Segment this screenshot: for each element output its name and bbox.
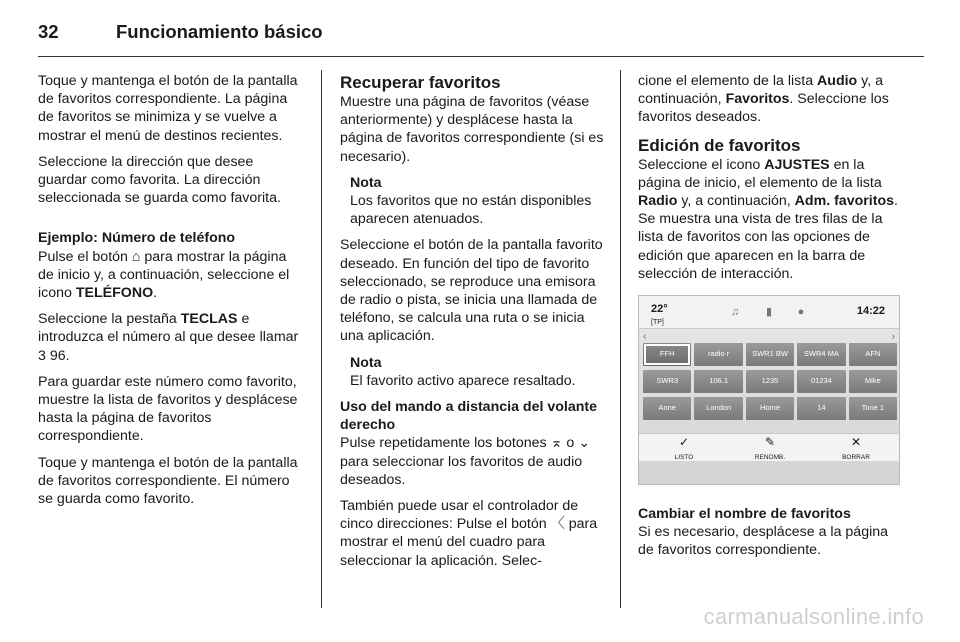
check-icon: ✓ bbox=[678, 435, 690, 450]
chevron-right-icon[interactable]: › bbox=[891, 331, 895, 343]
delete-button[interactable]: ✕ BORRAR bbox=[831, 436, 881, 467]
close-icon: ✕ bbox=[850, 435, 862, 450]
temperature: 22° bbox=[651, 303, 668, 316]
music-note-icon: ♫ bbox=[730, 306, 740, 319]
column-2 bbox=[340, 72, 610, 578]
paragraph: Muestre una página de favoritos (véase anteriormente) y desplácese hasta la página de favoritos correspondiente (si es necesario). bbox=[340, 94, 604, 165]
section-heading: Edición de favoritos bbox=[638, 135, 801, 155]
done-button[interactable]: ✓ LISTO bbox=[659, 436, 709, 467]
note-text: Los favoritos que no están disponibles aparecen atenuados. bbox=[350, 193, 592, 228]
paragraph: Toque y mantenga el botón de la pantalla de favoritos correspondiente. El número se guarda como favorito. bbox=[38, 454, 298, 508]
favorite-button[interactable]: AFN bbox=[849, 343, 897, 366]
chevron-left-icon[interactable]: ‹ bbox=[643, 331, 647, 343]
seek-up-icon: ⌅ bbox=[550, 435, 563, 452]
subheading: Uso del mando a distancia del volante derecho bbox=[340, 399, 598, 434]
favorite-button[interactable]: London bbox=[694, 397, 742, 420]
favorites-row bbox=[643, 370, 897, 393]
settings-icon: ● bbox=[797, 306, 805, 319]
subheading: Cambiar el nombre de favoritos bbox=[638, 506, 851, 523]
favorite-button[interactable]: radio r bbox=[694, 343, 742, 366]
paragraph: Toque y mantenga el botón de la pantalla de favoritos correspondiente. La página de favoritos se minimiza y se vuelve a mostrar el menú de destinos recientes. bbox=[38, 73, 298, 144]
column-divider bbox=[321, 70, 322, 608]
favorite-button[interactable]: SWR1 BW bbox=[746, 343, 794, 366]
tp-indicator: [TP] bbox=[651, 319, 664, 327]
favorite-button[interactable]: SWR3 bbox=[643, 370, 691, 393]
favorites-row bbox=[643, 343, 897, 366]
favorite-button[interactable]: 01234 bbox=[797, 370, 845, 393]
favorite-button[interactable]: Home bbox=[746, 397, 794, 420]
note bbox=[350, 174, 610, 229]
chevron-left-icon: 〈 bbox=[550, 516, 565, 533]
subheading: Ejemplo: Número de teléfono bbox=[38, 230, 236, 247]
paragraph: Seleccione la dirección que desee guardar como favorita. La dirección seleccionada se guarda como favorita. bbox=[38, 153, 281, 207]
paragraph: Si es necesario, desplácese a la página de favoritos correspondiente. bbox=[638, 524, 889, 559]
screen-status-bar bbox=[639, 296, 899, 329]
favorites-row bbox=[643, 397, 897, 420]
screen-nav bbox=[639, 329, 899, 341]
seek-down-icon: ⌄ bbox=[578, 435, 591, 452]
favorite-button[interactable]: Mike bbox=[849, 370, 897, 393]
favorite-button[interactable]: Anne bbox=[643, 397, 691, 420]
home-icon: ⌂ bbox=[131, 248, 141, 265]
note-label: Nota bbox=[350, 174, 382, 191]
favorite-button[interactable]: 14 bbox=[797, 397, 845, 420]
paragraph: Pulse repetidamente los botones ⌅ o ⌄ para seleccionar los favoritos de audio deseados. bbox=[340, 435, 591, 488]
favorite-button[interactable]: FFH bbox=[643, 343, 691, 366]
section-heading: Recuperar favoritos bbox=[340, 73, 501, 92]
header-rule bbox=[38, 56, 924, 57]
rename-button[interactable]: ✎ RENOMB. bbox=[745, 436, 795, 467]
watermark: carmanualsonline.info bbox=[703, 604, 924, 629]
column-3 bbox=[638, 72, 906, 568]
column-1 bbox=[38, 72, 306, 516]
note-label: Nota bbox=[350, 354, 382, 371]
paragraph: Seleccione la pestaña TECLAS e introduzca el número al que desee llamar 3 96. bbox=[38, 311, 299, 364]
page-title: Funcionamiento básico bbox=[116, 21, 323, 42]
favorite-button[interactable]: SWR4 MA bbox=[797, 343, 845, 366]
clock: 14:22 bbox=[856, 305, 885, 318]
paragraph: También puede usar el controlador de cinco direcciones: Pulse el botón 〈 para mostrar el menú del cuadro para seleccionar la aplicación. Selec- bbox=[340, 498, 598, 569]
paragraph: Pulse el botón ⌂ para mostrar la página de inicio y, a continuación, seleccione el icono TELÉFONO. bbox=[38, 248, 290, 302]
phone-icon: ▮ bbox=[765, 306, 773, 319]
paragraph: Seleccione el icono AJUSTES en la página de inicio, el elemento de la lista Radio y, a continuación, Adm. favoritos. Se muestra una vista de tres filas de la lista de favoritos con las opciones de edición que aparecen en la barra de selección de interacción. bbox=[638, 156, 898, 282]
favorite-button[interactable]: 1235 bbox=[746, 370, 794, 393]
paragraph: Seleccione el botón de la pantalla favorito deseado. En función del tipo de favorito seleccionado, se reproduce una emisora de radio o pista, se inicia una llamada de teléfono, se calcula una ruta o se inicia una aplicación. bbox=[340, 237, 603, 345]
paragraph: cione el elemento de la lista Audio y, a continuación, Favoritos. Seleccione los favoritos deseados. bbox=[638, 73, 889, 126]
paragraph: Para guardar este número como favorito, muestre la lista de favoritos y desplácese hasta la página de favoritos correspondiente. bbox=[38, 373, 298, 445]
note-text: El favorito activo aparece resaltado. bbox=[350, 372, 576, 389]
favorite-button[interactable]: 106.1 bbox=[694, 370, 742, 393]
page-reference: 3 96. bbox=[38, 347, 70, 364]
page-number: 32 bbox=[38, 21, 59, 42]
favorites-grid bbox=[643, 343, 897, 424]
favorites-screen-image bbox=[638, 295, 900, 485]
interaction-selector-bar bbox=[639, 433, 899, 461]
note bbox=[350, 354, 610, 390]
pencil-icon: ✎ bbox=[764, 435, 776, 450]
column-divider bbox=[620, 70, 621, 608]
page-header bbox=[38, 21, 323, 43]
favorite-button[interactable]: Tone 1 bbox=[849, 397, 897, 420]
